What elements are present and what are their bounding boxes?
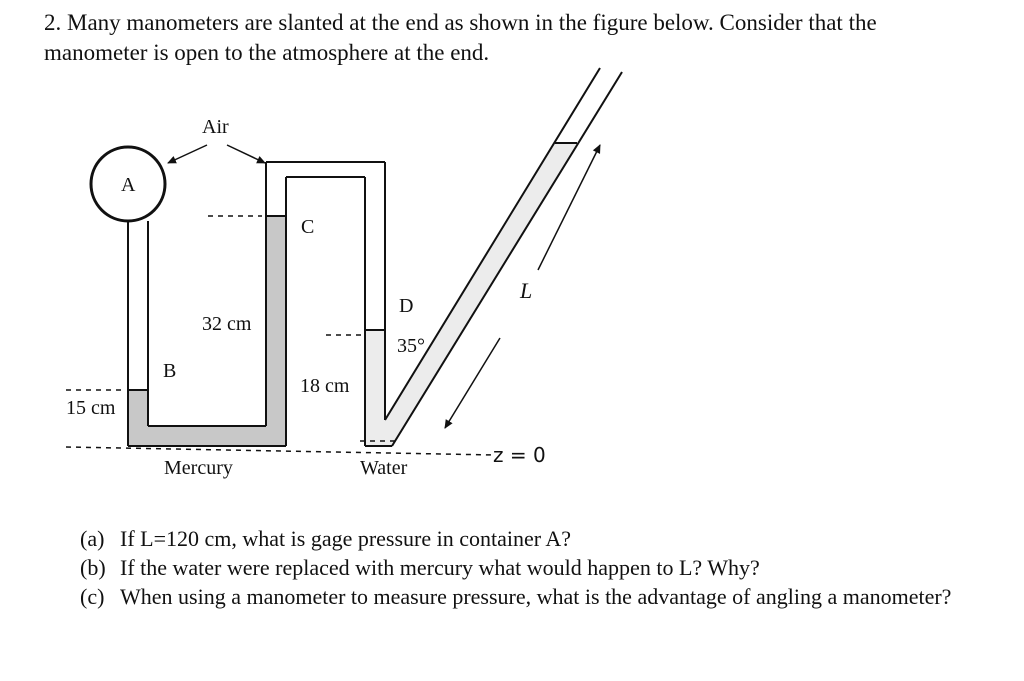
label-a: A <box>121 174 136 196</box>
length-arrow-lower <box>445 338 500 428</box>
label-length: L <box>520 278 533 303</box>
question-list <box>80 524 980 611</box>
label-datum: z = 0 <box>493 443 546 467</box>
problem-number: 2. <box>44 10 62 35</box>
question-text: If L=120 cm, what is gage pressure in container A? <box>120 526 572 551</box>
label-15cm: 15 cm <box>66 397 116 419</box>
question-item <box>80 582 980 611</box>
question-letter: (a) <box>80 526 105 551</box>
label-18cm: 18 cm <box>300 375 350 397</box>
label-32cm: 32 cm <box>202 313 252 335</box>
question-item <box>80 524 980 553</box>
question-text: When using a manometer to measure pressure, what is the advantage of angling a manometer? <box>120 584 952 609</box>
problem-text: Many manometers are slanted at the end as shown in the figure below. Consider that the manometer is open to the atmosphere at the end. <box>44 10 877 65</box>
question-letter: (c) <box>80 584 105 609</box>
label-angle: 35° <box>397 335 425 357</box>
label-mercury: Mercury <box>164 457 233 479</box>
label-d: D <box>399 295 414 317</box>
air-arrow-left <box>168 145 207 163</box>
label-c: C <box>301 216 315 238</box>
label-air: Air <box>202 116 229 138</box>
question-text: If the water were replaced with mercury what would happen to L? Why? <box>120 555 760 580</box>
question-item <box>80 553 980 582</box>
air-arrow-right <box>227 145 265 163</box>
label-water: Water <box>360 457 408 479</box>
label-b: B <box>163 360 177 382</box>
question-letter: (b) <box>80 555 106 580</box>
